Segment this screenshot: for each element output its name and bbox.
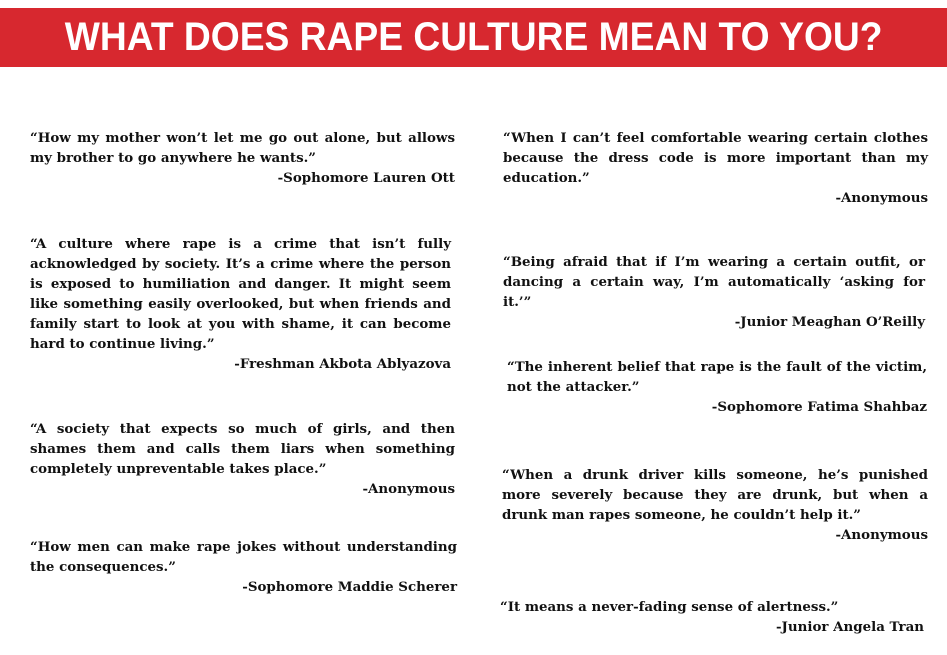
quote-block <box>503 252 925 332</box>
quote-attribution: -Junior Meaghan O’Reilly <box>734 314 925 330</box>
quote-attribution: -Anonymous <box>362 481 455 497</box>
quote-text: “When I can’t feel comfortable wearing certain clothes because the dress code is more important than my education.” <box>503 130 928 186</box>
title-banner <box>0 8 947 67</box>
quote-attribution: -Junior Angela Tran <box>776 619 924 635</box>
quote-block <box>500 597 924 637</box>
quote-attribution: -Anonymous <box>835 190 928 206</box>
quote-text: “How men can make rape jokes without understanding the consequences.” <box>30 539 457 575</box>
quote-block <box>30 128 455 188</box>
quote-text: “It means a never-fading sense of alertness.” <box>500 599 839 615</box>
quote-block <box>30 537 457 597</box>
quote-block <box>502 465 928 545</box>
quote-text: “The inherent belief that rape is the fault of the victim, not the attacker.” <box>507 359 927 395</box>
quote-text: “A society that expects so much of girls, and then shames them and calls them liars when something completely unpreventable takes place.” <box>30 421 455 477</box>
quote-attribution: -Sophomore Fatima Shahbaz <box>711 399 927 415</box>
quote-attribution: -Anonymous <box>835 527 928 543</box>
quote-text: “When a drunk driver kills someone, he’s punished more severely because they are drunk, but when a drunk man rapes someone, he couldn’t help it.” <box>502 467 928 523</box>
quote-text: “How my mother won’t let me go out alone, but allows my brother to go anywhere he wants.” <box>30 130 455 166</box>
quote-block <box>30 234 451 374</box>
quote-text: “A culture where rape is a crime that isn’t fully acknowledged by society. It’s a crime where the person is exposed to humiliation and danger. It might seem like something easily overlooked, but when friends and family start to look at you with shame, it can become hard to continue living.” <box>30 236 451 352</box>
page-title: WHAT DOES RAPE CULTURE MEAN TO YOU? <box>64 15 883 59</box>
quote-text: “Being afraid that if I’m wearing a certain outfit, or dancing a certain way, I’m automatically ‘asking for it.’” <box>503 254 925 310</box>
quote-attribution: -Freshman Akbota Ablyazova <box>234 356 451 372</box>
quote-block <box>507 357 927 417</box>
quote-attribution: -Sophomore Maddie Scherer <box>242 579 457 595</box>
quote-block <box>30 419 455 499</box>
quote-attribution: -Sophomore Lauren Ott <box>277 170 455 186</box>
quote-block <box>503 128 928 208</box>
